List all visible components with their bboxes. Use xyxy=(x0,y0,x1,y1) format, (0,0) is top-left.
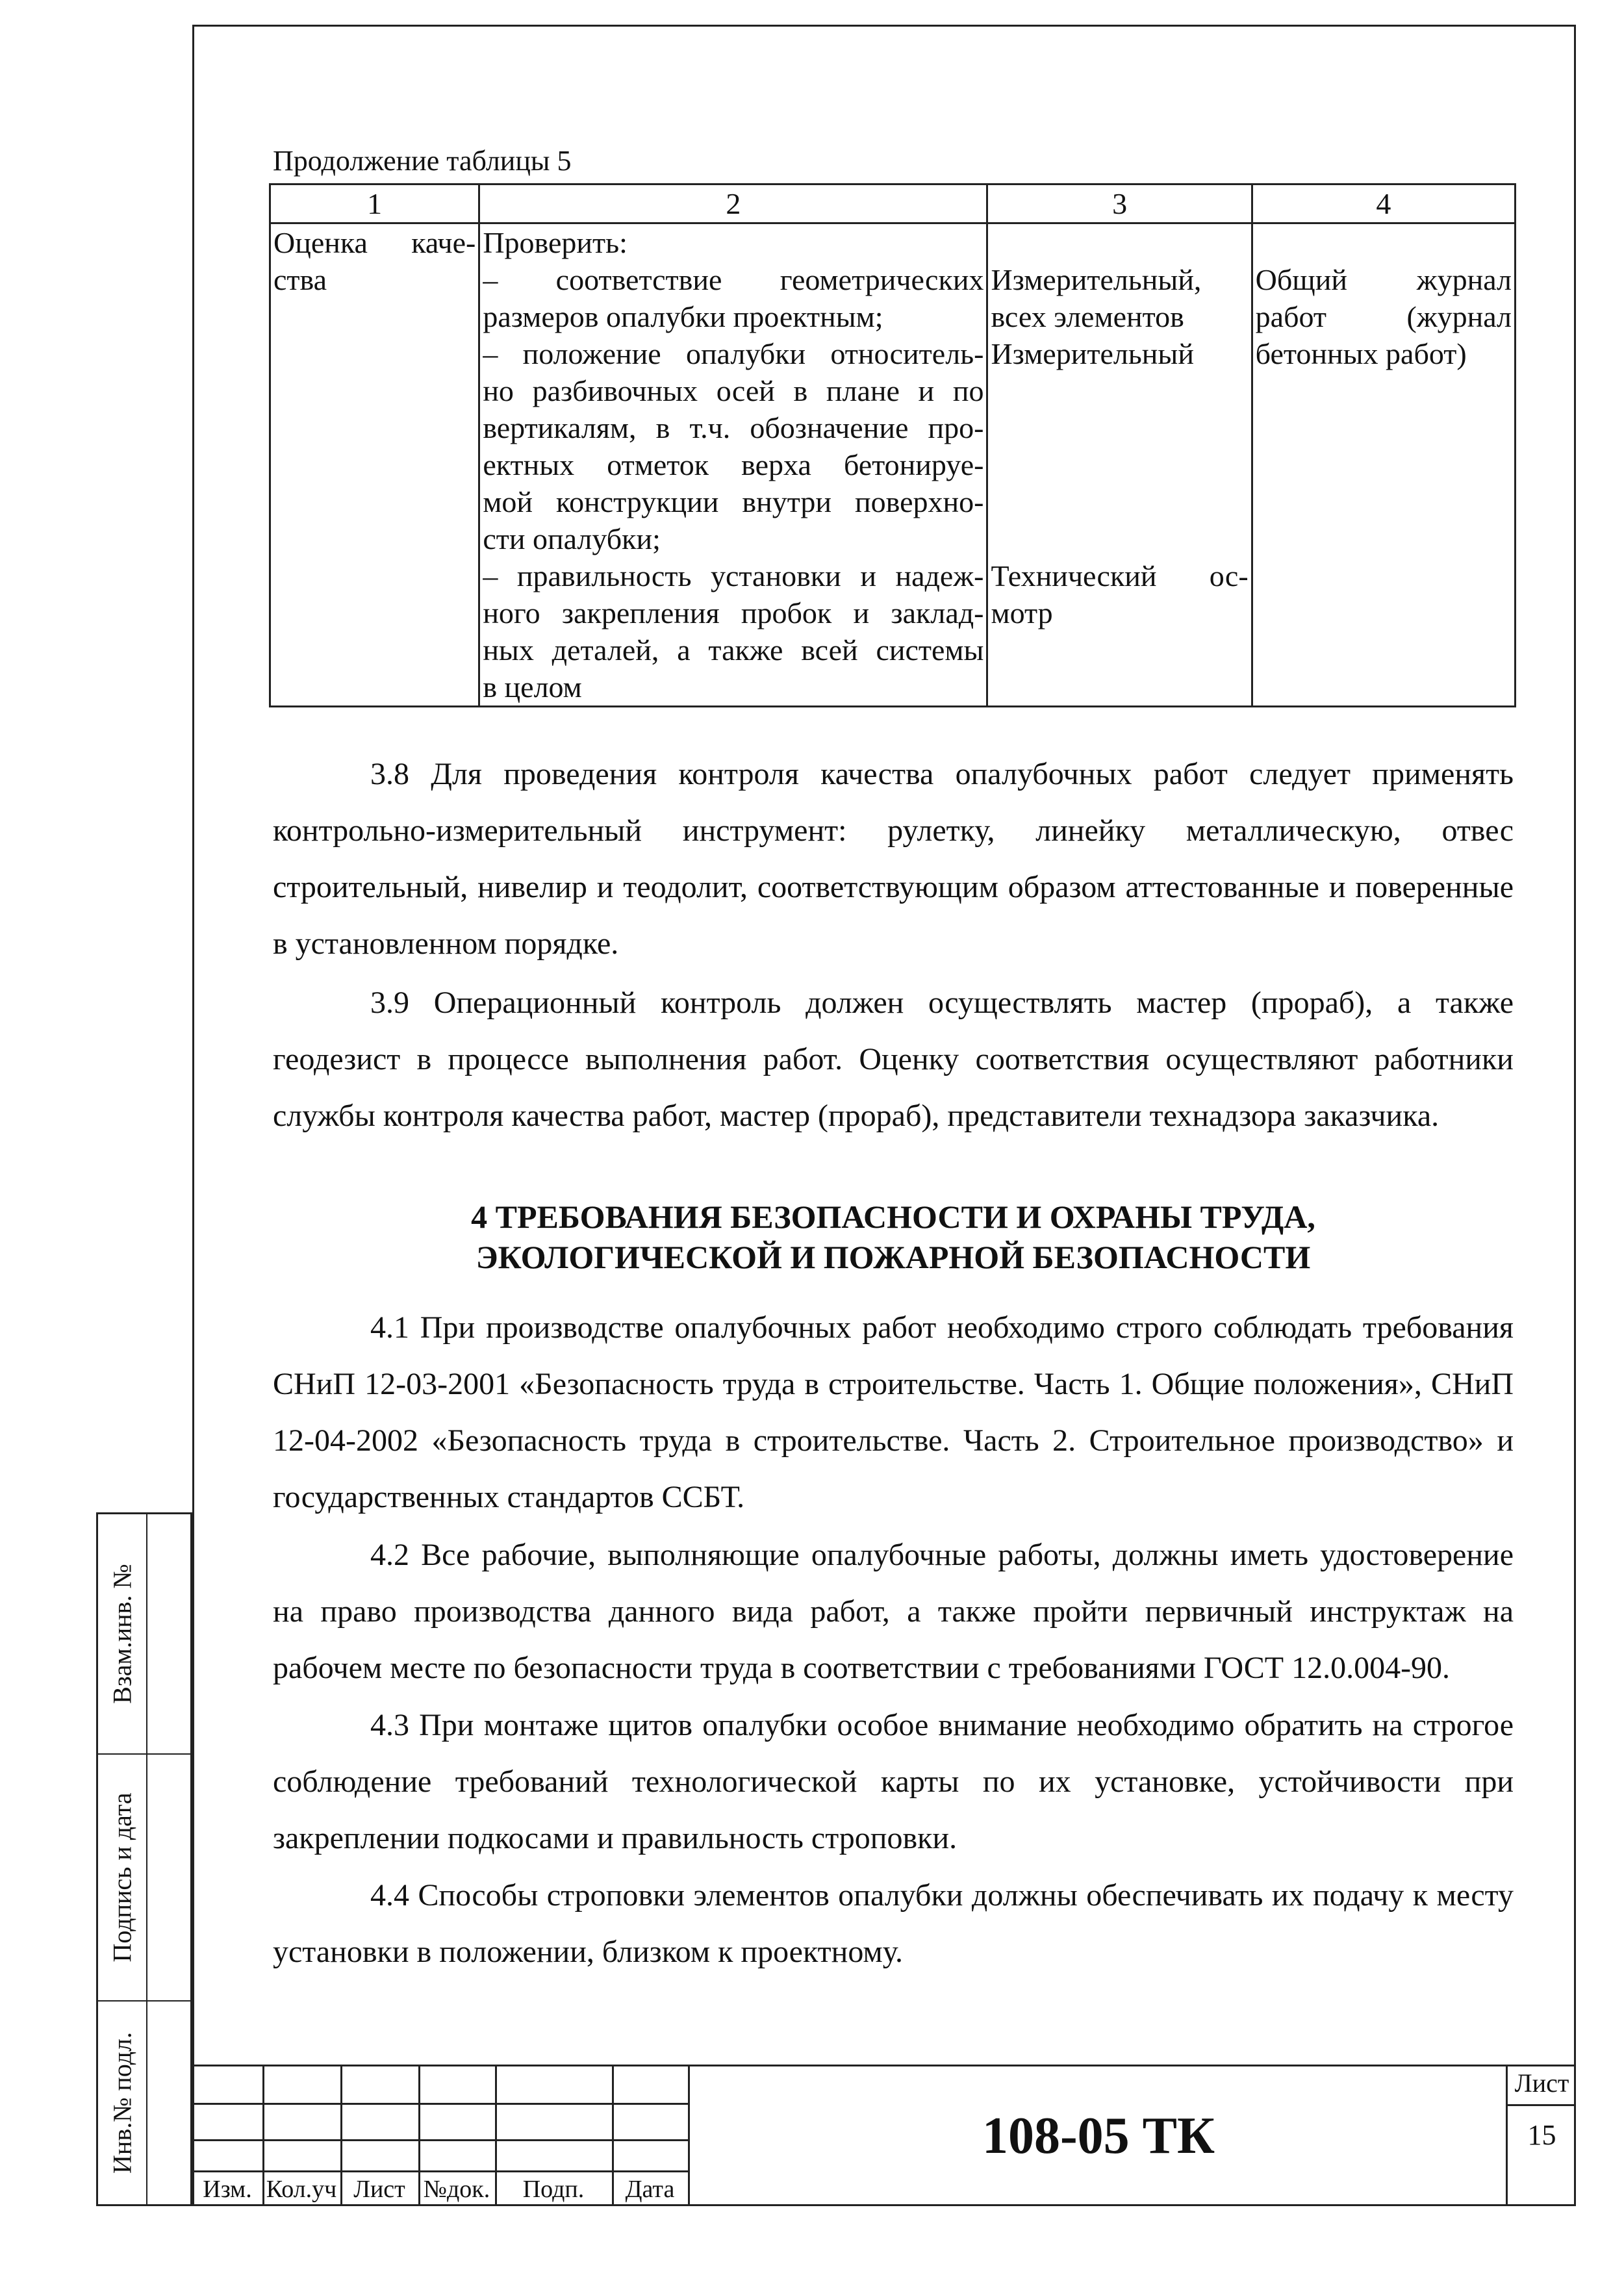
paragraph-4-3 xyxy=(273,1697,1514,1866)
side-cell-vzam xyxy=(98,1514,146,1755)
checks-line: вертикалям, в т.ч. обозначение про- xyxy=(483,411,984,444)
checks-line: мой конструкции внутри поверхно- xyxy=(483,485,984,518)
label-list: Лист xyxy=(353,2176,405,2203)
section-4-heading xyxy=(273,1197,1514,1277)
header-cell-3: 3 xyxy=(987,184,1252,223)
checks-line: ектных отметок верха бетонируе- xyxy=(483,448,984,481)
checks-cell xyxy=(479,223,987,707)
table-header-row xyxy=(270,184,1516,223)
revision-grid xyxy=(192,2066,690,2206)
paragraph-4-1 xyxy=(273,1299,1514,1525)
paragraph-3-9-text: 3.9 Операционный контроль должен осуществлять мастер (прораб), а также геодезист в процессе выполнения работ. Оценку соответствия осуществляют работники службы контроля качества работ, мастер (прораб), представители технадзора заказчика. xyxy=(273,985,1514,1133)
paragraph-4-2 xyxy=(273,1527,1514,1696)
paragraph-4-1-text: 4.1 При производстве опалубочных работ необходимо строго соблюдать требования СНиП 12-03-2001 «Безопасность труда в строительстве. Часть 1. Общие положения», СНиП 12-04-2002 «Безопасность труда в строительстве. Часть 2. Строительное производство» и государственных стандартов ССБТ. xyxy=(273,1310,1514,1514)
checks-line: в целом xyxy=(483,670,582,704)
label-data: Дата xyxy=(625,2176,675,2203)
method-line: Технический ос- xyxy=(991,559,1249,592)
quality-control-table xyxy=(269,183,1516,707)
record-cell xyxy=(1252,223,1515,707)
label-podp: Подп. xyxy=(522,2176,585,2203)
title-block xyxy=(192,2065,1576,2206)
method-line: всех элементов xyxy=(991,300,1184,333)
checks-line: – правильность установки и надеж- xyxy=(483,559,984,592)
side-value-podpis xyxy=(146,1755,194,2002)
label-izm: Изм. xyxy=(203,2176,252,2203)
section-4-title-line-1: 4 ТРЕБОВАНИЯ БЕЗОПАСНОСТИ И ОХРАНЫ ТРУДА, xyxy=(471,1199,1315,1235)
stage-line: ства xyxy=(273,263,327,296)
side-cell-inv-podl xyxy=(98,2002,146,2204)
sheet-box xyxy=(1506,2066,1576,2206)
sheet-number: 15 xyxy=(1527,2119,1556,2151)
checks-line: размеров опалубки проектным; xyxy=(483,300,883,333)
label-kol-uch: Кол.уч xyxy=(266,2176,337,2203)
checks-line: Проверить: xyxy=(483,226,628,259)
side-stamp-labels xyxy=(98,1514,147,2204)
header-cell-4: 4 xyxy=(1252,184,1515,223)
checks-line: сти опалубки; xyxy=(483,522,661,555)
stage-line: Оценка каче- xyxy=(273,226,476,259)
method-line: Измерительный xyxy=(991,337,1194,370)
checks-line: ных деталей, а также всей системы xyxy=(483,633,984,667)
section-4-title-line-2: ЭКОЛОГИЧЕСКОЙ И ПОЖАРНОЙ БЕЗОПАСНОСТИ xyxy=(476,1239,1311,1275)
document-code: 108-05 ТК xyxy=(982,2107,1215,2165)
checks-line: – положение опалубки относитель- xyxy=(483,337,984,370)
paragraph-4-4-text: 4.4 Способы строповки элементов опалубки должны обеспечивать их подачу к месту установки в положении, близком к проектному. xyxy=(273,1878,1514,1969)
table-row xyxy=(270,223,1516,707)
checks-line: но разбивочных осей в плане и по xyxy=(483,374,984,407)
side-label-vzam-inv: Взам.инв. № xyxy=(107,1564,137,1704)
side-label-podpis-data: Подпись и дата xyxy=(107,1792,137,1963)
paragraph-4-2-text: 4.2 Все рабочие, выполняющие опалубочные работы, должны иметь удостоверение на право производства данного вида работ, а также пройти первичный инструктаж на рабочем месте по безопасности труда в соответствии с требованиями ГОСТ 12.0.004-90. xyxy=(273,1538,1514,1685)
method-line: Измерительный, xyxy=(991,263,1202,296)
stage-cell xyxy=(270,223,479,707)
table-caption: Продолжение таблицы 5 xyxy=(273,145,572,177)
side-label-inv-podl: Инв.№ подл. xyxy=(107,2032,137,2174)
checks-line: ного закрепления пробок и заклад- xyxy=(483,596,984,629)
paragraph-4-4 xyxy=(273,1867,1514,1980)
paragraph-4-3-text: 4.3 При монтаже щитов опалубки особое внимание необходимо обратить на строгое соблюдение требований технологической карты по их установке, устойчивости при закреплении подкосами и правильность строповки. xyxy=(273,1708,1514,1855)
side-value-inv-podl xyxy=(146,2002,194,2204)
record-line: бетонных работ) xyxy=(1255,337,1467,370)
side-stamp-values xyxy=(146,1514,194,2204)
record-line: Общий журнал xyxy=(1255,263,1512,296)
record-line: работ (журнал xyxy=(1255,300,1512,333)
paragraph-3-8-text: 3.8 Для проведения контроля качества опалубочных работ следует применять контрольно-измерительный инструмент: рулетку, линейку металлическую, отвес строительный, нивелир и теодолит, соответствующим образом аттестованные и поверенные в установленном порядке. xyxy=(273,757,1514,961)
method-cell xyxy=(987,223,1252,707)
method-line: мотр xyxy=(991,596,1053,629)
header-cell-1: 1 xyxy=(270,184,479,223)
label-nom-dok: №док. xyxy=(423,2176,490,2203)
header-cell-2: 2 xyxy=(479,184,987,223)
checks-line: – соответствие геометрических xyxy=(483,263,984,296)
side-cell-podpis xyxy=(98,1755,146,2002)
side-stamp xyxy=(96,1512,192,2206)
paragraph-3-9 xyxy=(273,974,1514,1144)
sheet-label: Лист xyxy=(1508,2068,1576,2106)
side-value-vzam xyxy=(146,1514,194,1755)
paragraph-3-8 xyxy=(273,746,1514,972)
